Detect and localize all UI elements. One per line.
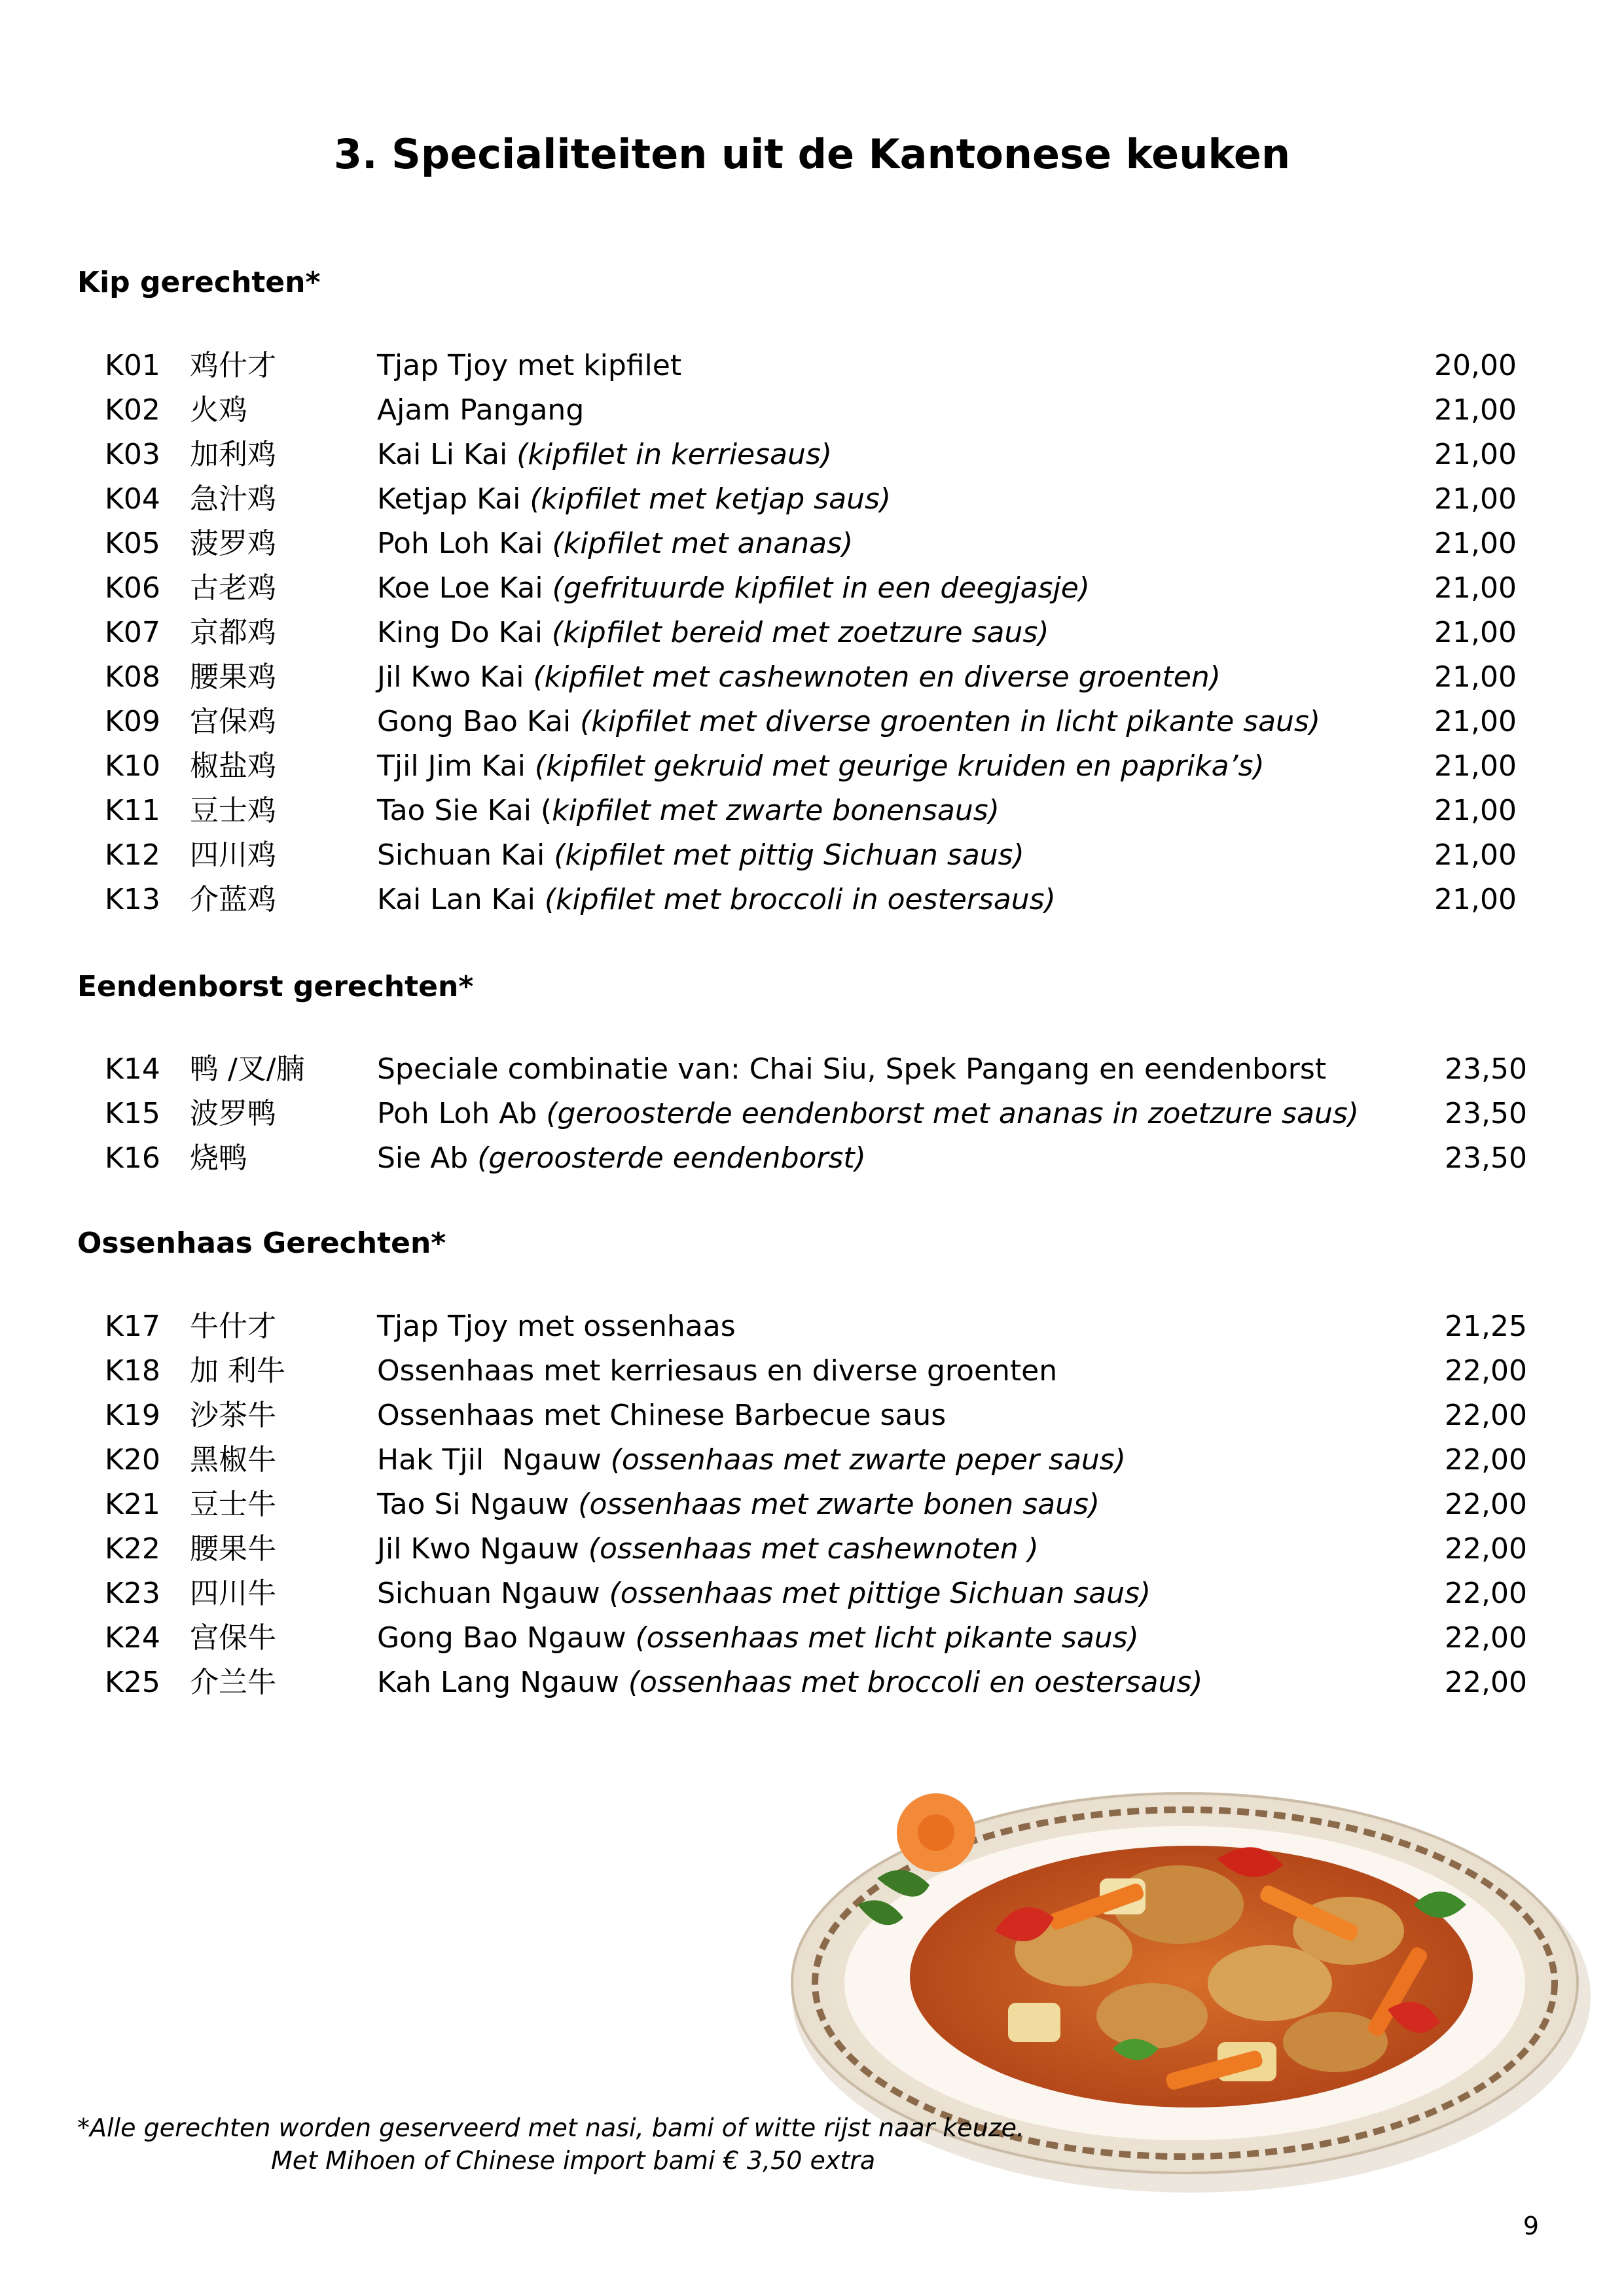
item-code: K06	[105, 571, 160, 605]
item-title: Tao Sie Kai (	[377, 794, 552, 827]
item-description: (geroosterde eendenborst met ananas in zoetzure saus)	[546, 1097, 1359, 1130]
item-chinese-name: 宫保牛	[190, 1621, 276, 1655]
menu-item-k15	[0, 1092, 1624, 1136]
footnote-line-1: *Alle gerechten worden geserveerd met nasi, bami of witte rijst naar keuze.	[77, 2113, 1025, 2142]
section-title-kip: Kip gerechten*	[77, 266, 321, 299]
item-price: 21,00	[1434, 660, 1517, 694]
item-price: 21,00	[1434, 616, 1517, 649]
page-title: 3. Specialiteiten uit de Kantonese keuken	[333, 130, 1291, 178]
pineapple-piece	[1008, 2003, 1060, 2042]
chicken-piece	[1096, 1983, 1208, 2049]
item-chinese-name: 豆士鸡	[190, 794, 276, 827]
item-price: 22,00	[1445, 1488, 1527, 1521]
item-code: K20	[105, 1443, 160, 1477]
menu-item-k12	[0, 833, 1624, 878]
item-code: K16	[105, 1141, 160, 1175]
item-chinese-name: 急汁鸡	[190, 482, 276, 516]
item-chinese-name: 四川牛	[190, 1577, 276, 1610]
footnote-line-2: Met Mihoen of Chinese import bami € 3,50 extra	[271, 2146, 876, 2175]
item-code: K09	[105, 705, 160, 738]
menu-item-k23	[0, 1571, 1624, 1616]
item-description: (kipfilet in kerriesaus)	[516, 438, 832, 471]
item-name	[377, 611, 1049, 655]
item-name	[377, 1349, 1057, 1393]
item-chinese-name: 黑椒牛	[190, 1443, 276, 1477]
item-price: 22,00	[1445, 1577, 1527, 1610]
item-name	[377, 1482, 1100, 1527]
item-description: (ossenhaas met licht pikante saus)	[635, 1621, 1139, 1655]
item-title: Tjap Tjoy met kipfilet	[377, 349, 682, 382]
item-code: K08	[105, 660, 160, 694]
menu-item-k21	[0, 1482, 1624, 1527]
section-title-eendenborst: Eendenborst gerechten*	[77, 970, 474, 1003]
item-code: K07	[105, 616, 160, 649]
item-name	[377, 566, 1090, 611]
item-name	[377, 744, 1265, 789]
item-title: Ossenhaas met kerriesaus en diverse groenten	[377, 1354, 1058, 1388]
item-price: 21,00	[1434, 838, 1517, 872]
item-chinese-name: 古老鸡	[190, 571, 276, 605]
item-title: Sie Ab	[377, 1141, 478, 1175]
item-price: 21,00	[1434, 794, 1517, 827]
item-description: (kipfilet bereid met zoetzure saus)	[551, 616, 1049, 649]
item-title: Poh Loh Ab	[377, 1097, 547, 1130]
item-description: (ossenhaas met zwarte bonen saus)	[578, 1488, 1100, 1521]
item-title: Poh Loh Kai	[377, 527, 552, 560]
item-code: K19	[105, 1399, 160, 1432]
item-chinese-name: 沙茶牛	[190, 1399, 276, 1432]
item-code: K23	[105, 1577, 160, 1610]
item-code: K22	[105, 1532, 160, 1566]
item-code: K14	[105, 1052, 160, 1086]
item-title: Ketjap Kai	[377, 482, 530, 516]
item-chinese-name: 宫保鸡	[190, 705, 276, 738]
item-price: 21,25	[1445, 1310, 1527, 1343]
item-price: 22,00	[1445, 1621, 1527, 1655]
item-chinese-name: 烧鸭	[190, 1141, 247, 1175]
menu-item-k13	[0, 878, 1624, 922]
item-chinese-name: 四川鸡	[190, 838, 276, 872]
menu-item-k04	[0, 477, 1624, 522]
item-name	[377, 1304, 736, 1349]
item-price: 22,00	[1445, 1532, 1527, 1566]
item-chinese-name: 菠罗鸡	[190, 527, 276, 560]
item-code: K18	[105, 1354, 160, 1388]
item-code: K05	[105, 527, 160, 560]
item-price: 23,50	[1445, 1097, 1527, 1130]
item-name	[377, 388, 584, 433]
item-title: Hak Tjil Ngauw	[377, 1443, 611, 1477]
item-name	[377, 1616, 1139, 1660]
item-code: K13	[105, 883, 160, 916]
item-name	[377, 878, 1056, 922]
menu-item-k18	[0, 1349, 1624, 1393]
item-name	[377, 1571, 1151, 1616]
item-title: Gong Bao Ngauw	[377, 1621, 636, 1655]
item-chinese-name: 加利鸡	[190, 438, 276, 471]
item-price: 23,50	[1445, 1052, 1527, 1086]
item-description: kipfilet met zwarte bonensaus)	[552, 794, 1000, 827]
item-price: 21,00	[1434, 883, 1517, 916]
item-description: (gefrituurde kipfilet in een deegjasje)	[552, 571, 1090, 605]
item-price: 21,00	[1434, 749, 1517, 783]
item-chinese-name: 腰果牛	[190, 1532, 276, 1566]
item-code: K02	[105, 393, 160, 427]
item-name	[377, 833, 1024, 878]
item-description: (kipfilet met broccoli in oestersaus)	[544, 883, 1056, 916]
item-name	[377, 655, 1221, 700]
item-chinese-name: 豆士牛	[190, 1488, 276, 1521]
item-title: Ossenhaas met Chinese Barbecue saus	[377, 1399, 947, 1432]
menu-item-k24	[0, 1616, 1624, 1660]
menu-item-k16	[0, 1136, 1624, 1181]
item-name	[377, 1527, 1039, 1571]
item-price: 21,00	[1434, 571, 1517, 605]
menu-item-k07	[0, 611, 1624, 655]
item-title: Gong Bao Kai	[377, 705, 581, 738]
item-title: King Do Kai	[377, 616, 552, 649]
item-title: Koe Loe Kai	[377, 571, 552, 605]
item-title: Ajam Pangang	[377, 393, 585, 427]
item-title: Kai Li Kai	[377, 438, 517, 471]
item-title: Kah Lang Ngauw	[377, 1666, 628, 1699]
item-code: K25	[105, 1666, 160, 1699]
item-name	[377, 1092, 1359, 1136]
menu-item-k20	[0, 1438, 1624, 1482]
item-code: K11	[105, 794, 160, 827]
item-title: Jil Kwo Ngauw	[377, 1532, 588, 1566]
menu-item-k09	[0, 700, 1624, 744]
item-code: K01	[105, 349, 160, 382]
menu-item-k19	[0, 1393, 1624, 1438]
section-title-ossenhaas: Ossenhaas Gerechten*	[77, 1227, 446, 1260]
menu-item-k03	[0, 433, 1624, 477]
item-name	[377, 789, 1000, 833]
item-chinese-name: 椒盐鸡	[190, 749, 276, 783]
item-description: (ossenhaas met broccoli en oestersaus)	[628, 1666, 1203, 1699]
item-price: 21,00	[1434, 393, 1517, 427]
item-price: 21,00	[1434, 482, 1517, 516]
menu-item-k17	[0, 1304, 1624, 1349]
item-description: (kipfilet met diverse groenten in licht pikante saus)	[580, 705, 1321, 738]
item-chinese-name: 介蓝鸡	[190, 883, 276, 916]
page-number: 9	[1523, 2212, 1539, 2240]
item-name	[377, 1136, 866, 1181]
item-price: 20,00	[1434, 349, 1517, 382]
menu-item-k14	[0, 1047, 1624, 1092]
item-name	[377, 1660, 1202, 1705]
item-chinese-name: 波罗鸭	[190, 1097, 276, 1130]
item-chinese-name: 京都鸡	[190, 616, 276, 649]
item-chinese-name: 腰果鸡	[190, 660, 276, 694]
item-name	[377, 1393, 946, 1438]
item-name	[377, 700, 1320, 744]
item-code: K17	[105, 1310, 160, 1343]
menu-item-k06	[0, 566, 1624, 611]
item-title: Tjil Jim Kai	[377, 749, 535, 783]
item-code: K12	[105, 838, 160, 872]
item-description: (kipfilet met cashewnoten en diverse groenten)	[533, 660, 1221, 694]
item-name	[377, 344, 681, 388]
item-price: 22,00	[1445, 1666, 1527, 1699]
item-description: (ossenhaas met pittige Sichuan saus)	[609, 1577, 1151, 1610]
item-name	[377, 1438, 1126, 1482]
menu-item-k05	[0, 522, 1624, 566]
item-description: (kipfilet met pittig Sichuan saus)	[554, 838, 1024, 872]
item-description: (ossenhaas met cashewnoten )	[588, 1532, 1039, 1566]
item-description: (geroosterde eendenborst)	[477, 1141, 866, 1175]
menu-item-k11	[0, 789, 1624, 833]
menu-item-k22	[0, 1527, 1624, 1571]
item-description: (kipfilet met ketjap saus)	[530, 482, 892, 516]
item-title: Tao Si Ngauw	[377, 1488, 579, 1521]
item-description: (kipfilet gekruid met geurige kruiden en paprika’s)	[534, 749, 1265, 783]
item-code: K15	[105, 1097, 160, 1130]
item-name	[377, 477, 891, 522]
item-price: 21,00	[1434, 705, 1517, 738]
item-code: K21	[105, 1488, 160, 1521]
menu-item-k01	[0, 344, 1624, 388]
item-chinese-name: 介兰牛	[190, 1666, 276, 1699]
item-code: K10	[105, 749, 160, 783]
item-title: Kai Lan Kai	[377, 883, 545, 916]
item-chinese-name: 加 利牛	[190, 1354, 285, 1388]
menu-item-k02	[0, 388, 1624, 433]
item-name	[377, 522, 853, 566]
carrot-flower-garnish-center	[918, 1814, 954, 1851]
menu-item-k10	[0, 744, 1624, 789]
item-code: K24	[105, 1621, 160, 1655]
item-price: 22,00	[1445, 1399, 1527, 1432]
item-code: K04	[105, 482, 160, 516]
menu-item-k08	[0, 655, 1624, 700]
item-chinese-name: 火鸡	[190, 393, 247, 427]
item-title: Speciale combinatie van: Chai Siu, Spek Pangang en eendenborst	[377, 1052, 1327, 1086]
item-price: 22,00	[1445, 1443, 1527, 1477]
item-title: Sichuan Kai	[377, 838, 554, 872]
item-title: Jil Kwo Kai	[377, 660, 533, 694]
item-price: 21,00	[1434, 438, 1517, 471]
item-chinese-name: 鸡什才	[190, 349, 276, 382]
item-description: (kipfilet met ananas)	[552, 527, 854, 560]
menu-item-k25	[0, 1660, 1624, 1705]
item-price: 22,00	[1445, 1354, 1527, 1388]
item-description: (ossenhaas met zwarte peper saus)	[610, 1443, 1126, 1477]
item-title: Tjap Tjoy met ossenhaas	[377, 1310, 736, 1343]
item-name	[377, 1047, 1326, 1092]
item-name	[377, 433, 832, 477]
item-chinese-name: 牛什才	[190, 1310, 276, 1343]
item-chinese-name: 鸭 /叉/腩	[190, 1052, 305, 1086]
item-price: 23,50	[1445, 1141, 1527, 1175]
item-title: Sichuan Ngauw	[377, 1577, 609, 1610]
item-price: 21,00	[1434, 527, 1517, 560]
item-code: K03	[105, 438, 160, 471]
